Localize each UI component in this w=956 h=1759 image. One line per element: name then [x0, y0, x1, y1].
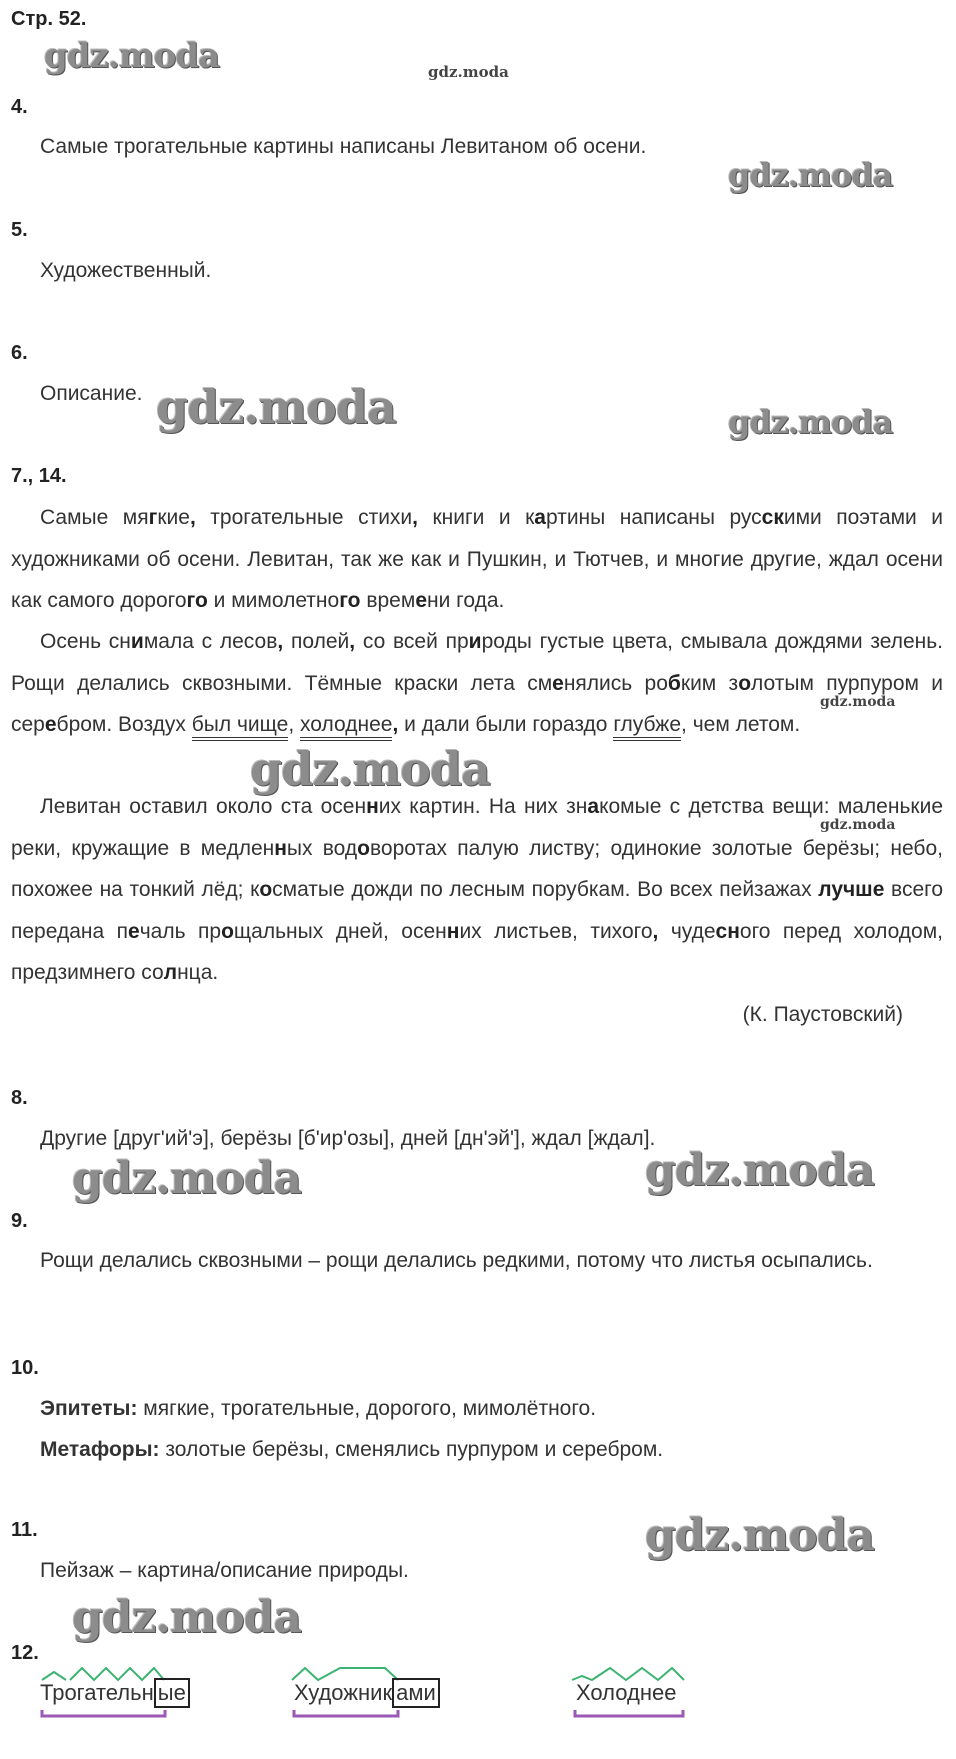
- predicate-underlined: был чище: [192, 713, 289, 741]
- task-answer: Описание.: [40, 382, 143, 405]
- text-paragraph-3: Левитан оставил около ста осенних картин. На них знакомые с детства вещи: маленькие реки, кружащие в медленных водоворотах палую листву; одинокие золотые берёзы; небо, похожее на тонкий лёд; косматые дожди по лесным порубкам. Во всех пейзажах лучше всего передана печаль прощальных дней, осенних листьев, тихого, чудесного перед холодом, предзимнего солнца.: [11, 795, 944, 984]
- root-arc-mark: [42, 1672, 66, 1680]
- watermark-small: gdz.moda: [428, 63, 509, 81]
- watermark: gdz.moda: [72, 1592, 302, 1643]
- epithets-label: Эпитеты:: [40, 1397, 138, 1420]
- task-number: 9.: [11, 1210, 28, 1232]
- ending-box: ые: [154, 1678, 190, 1708]
- ending-box: ами: [392, 1678, 440, 1708]
- task-number: 10.: [11, 1357, 39, 1379]
- task-answer: Рощи делались сквозными – рощи делались редкими, потому что листья осыпались.: [40, 1249, 873, 1272]
- watermark: gdz.moda: [728, 403, 893, 441]
- morpheme-word-3: Холоднее: [576, 1680, 677, 1705]
- epithets-line: Эпитеты: мягкие, трогательные, дорогого, мимолётного.: [40, 1397, 597, 1420]
- watermark: gdz.moda: [156, 380, 396, 434]
- metaphors-line: Метафоры: золотые берёзы, сменялись пурпуром и серебром.: [40, 1438, 664, 1461]
- task-answer: Пейзаж – картина/описание природы.: [40, 1559, 409, 1582]
- text-paragraph-2: Осень снимала с лесов, полей, со всей природы густые цвета, смывала дождями зелень. Рощи делались сквозными. Тёмные краски лета сменялись робким золотым пурпуром и серебром. Воздух был чище, холоднее, и дали были гораздо глубже, чем летом.: [11, 621, 943, 746]
- morpheme-word-2: Художник ами: [294, 1680, 440, 1706]
- stem-bracket-mark: [294, 1710, 398, 1716]
- author-credit: (К. Паустовский): [742, 1003, 903, 1026]
- root-arc-mark: [292, 1668, 398, 1680]
- task-number: 4.: [11, 96, 28, 118]
- watermark: gdz.moda: [250, 742, 490, 796]
- task-answer: Художественный.: [40, 259, 212, 282]
- morpheme-word-1: Трогательн ые: [40, 1680, 190, 1706]
- task-number: 8.: [11, 1087, 28, 1109]
- task-answer: Другие [друг'ий'э], берёзы [б'ир'озы], дней [дн'эй'], ждал [ждал].: [40, 1127, 656, 1150]
- watermark-small: gdz.moda: [820, 694, 896, 710]
- watermark: gdz.moda: [645, 1145, 875, 1196]
- task-number: 7., 14.: [11, 465, 67, 487]
- text-paragraph-1: Самые мягкие, трогательные стихи, книги и картины написаны русскими поэтами и художниками об осени. Левитан, так же как и Пушкин, и Тютчев, и многие другие, ждал осени как самого дорогого и мимолетного времени года.: [11, 506, 944, 612]
- watermark-small: gdz.moda: [820, 817, 896, 833]
- root-arc-mark: [572, 1668, 684, 1680]
- task-number: 6.: [11, 342, 28, 364]
- watermark: gdz.moda: [72, 1153, 302, 1204]
- watermark: gdz.moda: [728, 156, 893, 194]
- watermark: gdz.moda: [44, 36, 220, 76]
- task-number: 12.: [11, 1642, 39, 1664]
- metaphors-label: Метафоры:: [40, 1438, 160, 1461]
- task-number: 5.: [11, 219, 28, 241]
- watermark: gdz.moda: [645, 1510, 875, 1561]
- root-arc-mark: [70, 1668, 164, 1680]
- predicate-underlined: холоднее: [300, 713, 392, 741]
- task-answer: Самые трогательные картины написаны Левитаном об осени.: [40, 135, 647, 158]
- page-title: Стр. 52.: [11, 8, 87, 30]
- predicate-underlined: глубже: [613, 713, 681, 741]
- stem-bracket-mark: [42, 1710, 165, 1716]
- task-number: 11.: [11, 1519, 38, 1541]
- stem-bracket-mark: [575, 1710, 683, 1716]
